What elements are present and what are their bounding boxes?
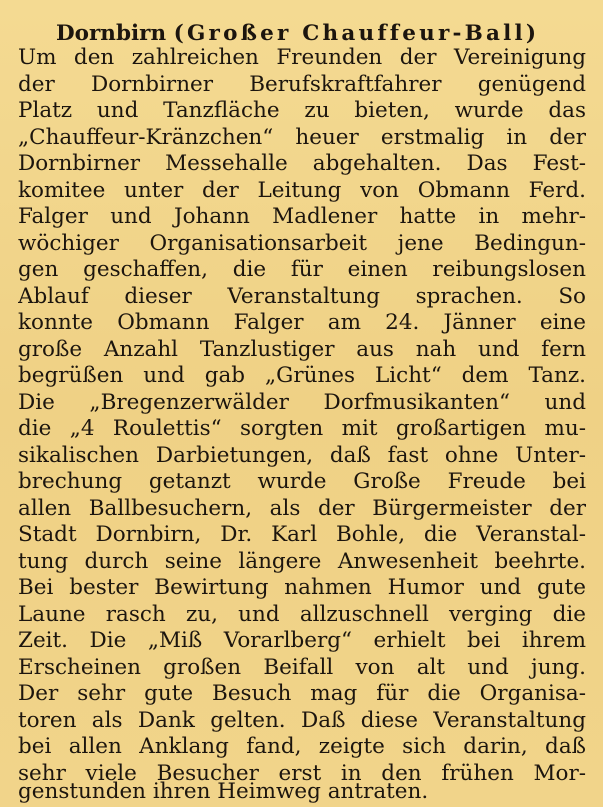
- text-line: Dornbirner Messehalle abgehalten. Das Fest-: [18, 152, 586, 176]
- article-heading: [56, 22, 586, 47]
- text-line: gen geschaffen, die für einen reibungslosen: [18, 258, 586, 282]
- text-line: Um den zahlreichen Freunden der Vereinigung: [18, 46, 586, 70]
- text-line-last: genstunden ihren Heimweg antraten.: [18, 780, 429, 804]
- article-title: (Großer Chauffeur-Ball): [173, 21, 540, 46]
- text-line: tung durch seine längere Anwesenheit beehrte.: [18, 549, 586, 574]
- text-line: Der sehr gute Besuch mag für die Organisa-: [18, 682, 586, 706]
- text-line: allen Ballbesuchern, als der Bürgermeister der: [18, 496, 586, 521]
- text-line: brechung getanzt wurde Große Freude bei: [18, 470, 586, 494]
- text-line: Falger und Johann Madlener hatte in mehr-: [18, 205, 586, 229]
- text-line: begrüßen und gab „Grünes Licht“ dem Tanz.: [18, 364, 586, 388]
- text-line: Platz und Tanzfläche zu bieten, wurde das: [18, 99, 586, 123]
- text-line: Bei bester Bewirtung nahmen Humor und gute: [18, 576, 586, 600]
- text-line: konnte Obmann Falger am 24. Jänner eine: [18, 311, 586, 335]
- text-line: der Dornbirner Berufskraftfahrer genügend: [18, 72, 586, 97]
- text-line: Ablauf dieser Veranstaltung sprachen. So: [18, 284, 586, 309]
- text-line: „Chauffeur-Kränzchen“ heuer erstmalig in der: [18, 125, 586, 150]
- text-line: Zeit. Die „Miß Vorarlberg“ erhielt bei ihrem: [18, 629, 586, 653]
- text-line: wöchiger Organisationsarbeit jene Bedingun-: [18, 231, 586, 256]
- text-line: Die „Bregenzerwälder Dorfmusikanten“ und: [18, 390, 586, 415]
- text-line: Erscheinen großen Beifall von alt und jung.: [18, 655, 586, 680]
- text-line: Laune rasch zu, und allzuschnell verging die: [18, 602, 586, 627]
- text-line: große Anzahl Tanzlustiger aus nah und fern: [18, 337, 586, 362]
- text-line: komitee unter der Leitung von Obmann Ferd.: [18, 178, 586, 203]
- text-line: toren als Dank gelten. Daß diese Veranstaltung: [18, 708, 586, 733]
- article-place: Dornbirn: [56, 21, 167, 46]
- text-line: Stadt Dornbirn, Dr. Karl Bohle, die Veranstal-: [18, 523, 586, 547]
- text-line: die „4 Roulettis“ sorgten mit großartigen mu-: [18, 417, 586, 441]
- text-line: sehr viele Besucher erst in den frühen Mor-: [18, 761, 586, 786]
- text-line: bei allen Anklang fand, zeigte sich darin, daß: [18, 735, 586, 759]
- text-line: sikalischen Darbietungen, daß fast ohne Unter-: [18, 443, 586, 468]
